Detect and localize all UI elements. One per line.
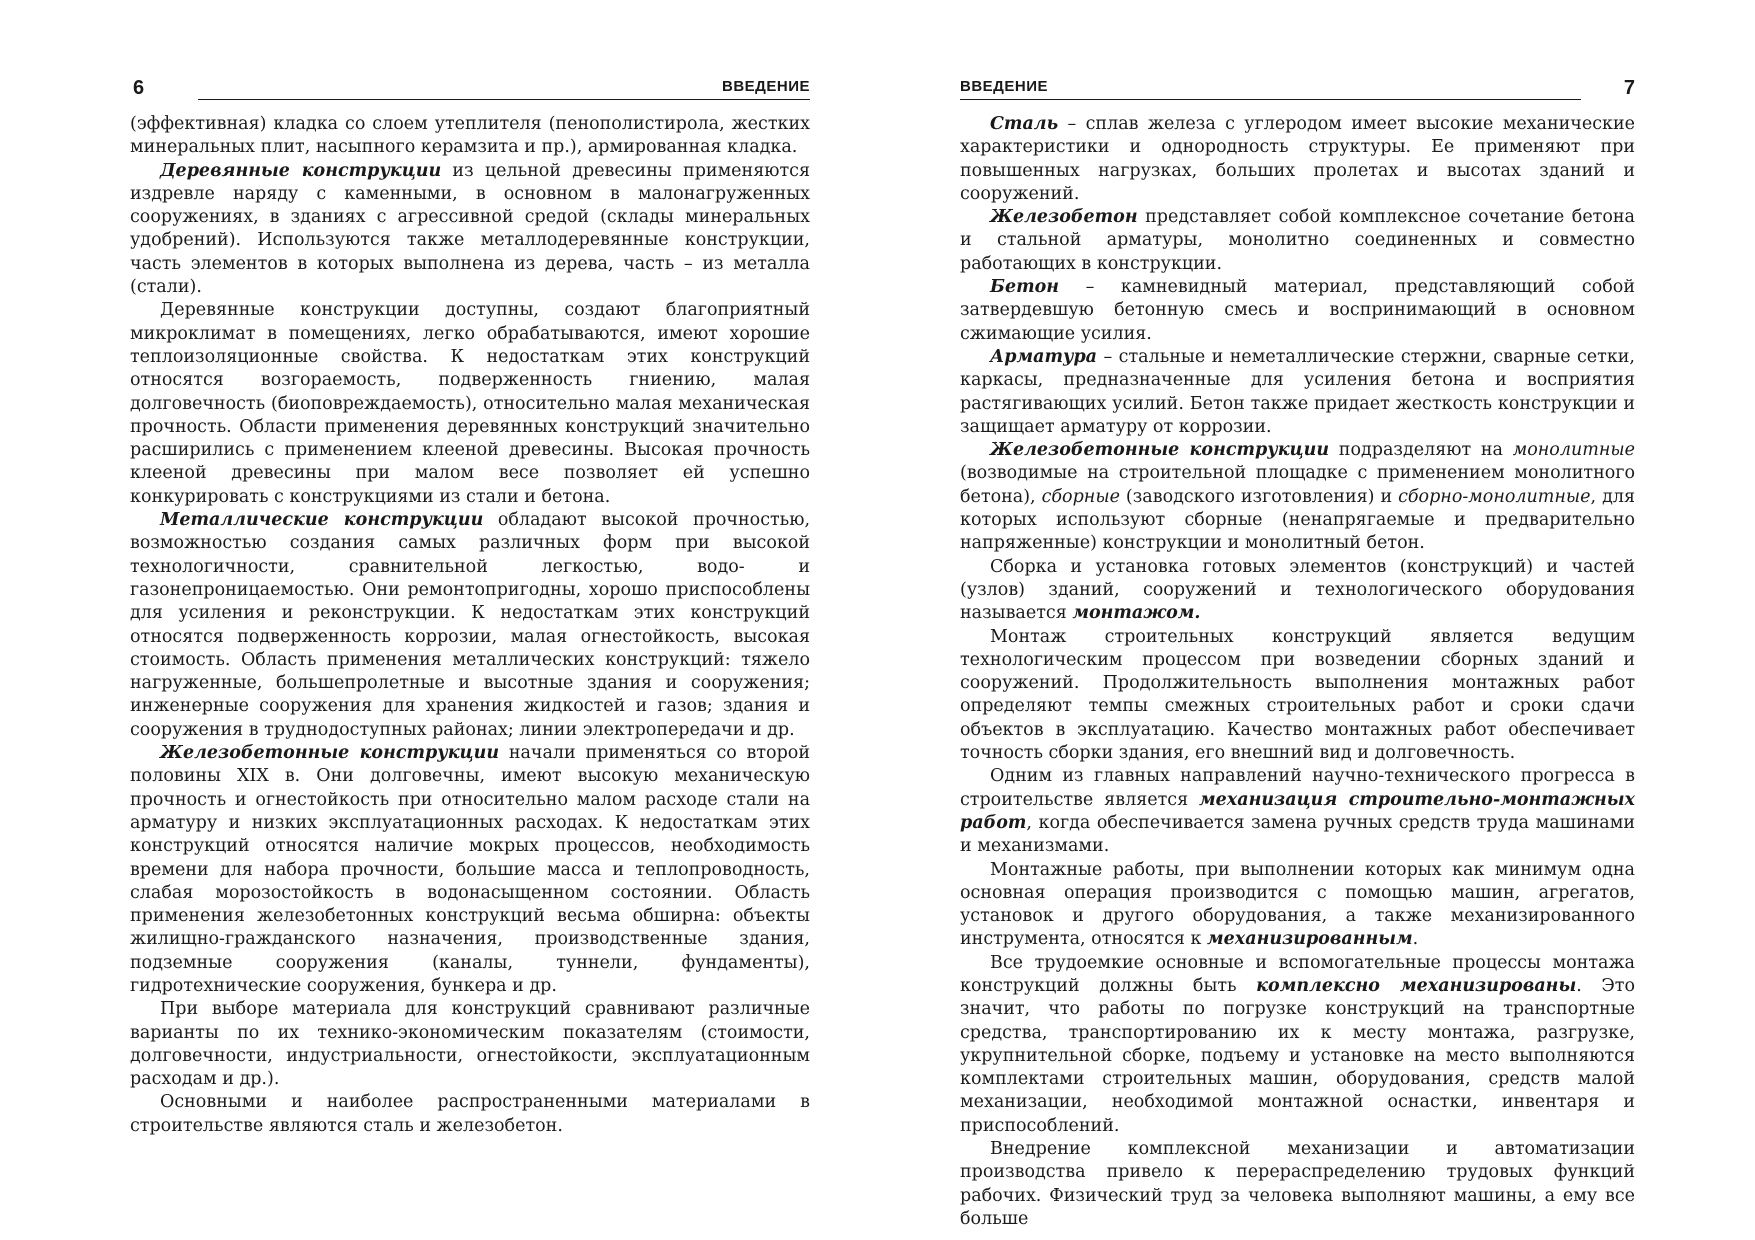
text-run: (заводского изготовления) и xyxy=(1119,486,1399,507)
page-body xyxy=(960,113,1635,1231)
text-run: Внедрение комплексной механизации и автоматизации производства привело к перераспределению трудовых функций рабочих. Физический труд за человека выполняют машины, а ему все больше xyxy=(960,1139,1635,1229)
text-run: . Это значит, что работы по погрузке конструкций на транспортные средства, транспортированию их к месту монтажа, разгрузке, укрупнительной сборке, подъему и установке на место выполняются комплектами строительных машин, оборудования, средств малой механизации, необходимой монтажной оснастки, инвентаря и приспособлений. xyxy=(960,975,1635,1136)
text-run: из цельной древесины применяются издревле наряду с каменными, в основном в малонагруженных сооружениях, в зданиях с агрессивной средой (склады минеральных удобрений). Используются также металлодеревянные конструкции, часть элементов в которых выполнена из дерева, часть – из металла (стали). xyxy=(130,160,811,298)
running-head-title: ВВЕДЕНИЕ xyxy=(960,78,1048,95)
paragraph xyxy=(960,113,1635,206)
paragraph xyxy=(960,276,1635,346)
page-body xyxy=(130,113,810,1138)
term-emphasis: механизация строительно-монтажных работ xyxy=(960,789,1635,833)
header-rule xyxy=(960,99,1581,100)
italic-text: сборные xyxy=(1041,486,1120,507)
text-run: , для которых используют сборные (ненапрягаемые и предварительно напряженные) конструкции и монолитный бетон. xyxy=(960,486,1635,554)
paragraph xyxy=(130,509,810,742)
text-run: При выборе материала для конструкций сравнивают различные варианты по их технико-экономическим показателям (стоимости, долговечности, индустриальности, огнестойкости, эксплуатационным расходам и др.). xyxy=(130,999,810,1090)
paragraph xyxy=(960,626,1635,766)
term-emphasis: монтажом. xyxy=(1072,603,1201,624)
paragraph xyxy=(130,998,810,1091)
text-run: – камневидный материал, представляющий собой затвердевшую бетонную смесь и воспринимающий в основном сжимающие усилия. xyxy=(960,277,1635,344)
paragraph xyxy=(960,859,1635,952)
paragraph xyxy=(130,742,810,998)
text-run: – стальные и неметаллические стержни, сварные сетки, каркасы, предназначенные для усиления бетона и восприятия растягивающих усилий. Бетон также придает жесткость конструкции и защищает арматуру от коррозии. xyxy=(960,346,1635,437)
header-rule xyxy=(198,99,810,100)
text-run: (эффективная) кладка со слоем утеплителя (пенополистирола, жестких минеральных плит, насыпного керамзита и пр.), армированная кладка. xyxy=(130,114,810,158)
text-run: (возводимые на строительной площадке с применением монолитного бетона), xyxy=(960,463,1635,507)
page-number: 6 xyxy=(133,77,145,99)
text-run: Сборка и установка готовых элементов (конструкций) и частей (узлов) зданий, сооружений и технологического оборудования называется xyxy=(960,556,1635,624)
term-emphasis: комплексно механизированы xyxy=(1256,975,1577,996)
text-run: – сплав железа с углеродом имеет высокие механические характеристики и однородность структуры. Ее применяют при повышенных нагрузках, больших пролетах и высотах зданий и сооружений. xyxy=(960,114,1635,204)
running-head xyxy=(960,76,1635,102)
italic-text: монолитные xyxy=(1512,440,1635,461)
text-run: Все трудоемкие основные и вспомогательные процессы монтажа конструкций должны быть xyxy=(960,952,1635,996)
paragraph xyxy=(130,299,810,509)
text-run: представляет собой комплексное сочетание бетона и стальной арматуры, монолитно соединенных и совместно работающих в конструкции. xyxy=(960,207,1635,274)
text-run: Монтажные работы, при выполнении которых как минимум одна основная операция производится с помощью машин, агрегатов, установок и другого оборудования, а также механизированного инструмента, относятся к xyxy=(960,859,1635,950)
paragraph xyxy=(960,439,1635,555)
term-emphasis: Железобетонные конструкции xyxy=(990,440,1330,461)
paragraph xyxy=(960,1138,1635,1231)
running-head-title: ВВЕДЕНИЕ xyxy=(722,78,810,95)
text-run: обладают высокой прочностью, возможностью создания самых различных форм при высокой технологичности, сравнительной легкостью, водо- и газонепроницаемостью. Они ремонтопригодны, хорошо приспособлены для усиления и реконструкции. К недостаткам этих конструкций относятся подверженность коррозии, малая огнестойкость, высокая стоимость. Область применения металлических конструкций: тяжело нагруженные, большепролетные и высотные здания и сооружения; инженерные сооружения для хранения жидкостей и газов; здания и сооружения в труднодоступных районах; линии электропередачи и др. xyxy=(130,510,811,740)
text-run: Одним из главных направлений научно-технического прогресса в строительстве является xyxy=(960,766,1635,810)
term-emphasis: Деревянные конструкции xyxy=(160,160,442,181)
page-number: 7 xyxy=(1623,77,1635,99)
paragraph xyxy=(960,952,1635,1138)
paragraph xyxy=(960,765,1635,858)
paragraph xyxy=(130,1091,810,1138)
term-emphasis: Железобетонные конструкции xyxy=(160,743,500,764)
text-run: начали применяться со второй половины XIX в. Они долговечны, имеют высокую механическую прочность и огнестойкость при относительно малом расходе стали на арматуру и низких эксплуатационных расходах. К недостаткам этих конструкций относятся наличие мокрых процессов, необходимость времени для набора прочности, большие масса и теплопроводность, слабая морозостойкость в водонасыщенном состоянии. Область применения железобетонных конструкций весьма обширна: объекты жилищно-гражданского назначения, производственные здания, подземные сооружения (каналы, туннели, фундаменты), гидротехнические сооружения, бункера и др. xyxy=(130,743,810,996)
running-head xyxy=(130,76,810,102)
paragraph xyxy=(130,113,810,160)
term-emphasis: Сталь xyxy=(990,114,1059,134)
left-page xyxy=(130,0,810,1240)
text-run: подразделяют на xyxy=(1329,440,1513,461)
paragraph xyxy=(960,206,1635,276)
paragraph xyxy=(130,160,810,300)
paragraph xyxy=(960,346,1635,439)
text-run: , когда обеспечивается замена ручных средств труда машинами и механизмами. xyxy=(960,812,1635,857)
term-emphasis: Металлические конструкции xyxy=(160,510,484,531)
italic-text: сборно-монолитные xyxy=(1398,486,1591,507)
term-emphasis: Бетон xyxy=(990,277,1060,298)
text-run: Основными и наиболее распространенными материалами в строительстве являются сталь и железобетон. xyxy=(130,1092,810,1136)
right-page xyxy=(960,0,1635,1240)
text-run: . xyxy=(1412,929,1419,950)
text-run: Монтаж строительных конструкций является ведущим технологическим процессом при возведении сборных зданий и сооружений. Продолжительность выполнения монтажных работ определяют темпы смежных строительных работ и сроки сдачи объектов в эксплуатацию. Качество монтажных работ обеспечивает точность сборки здания, его внешний вид и долговечность. xyxy=(960,626,1635,764)
term-emphasis: Арматура xyxy=(990,346,1098,367)
term-emphasis: Железобетон xyxy=(990,207,1138,228)
paragraph xyxy=(960,556,1635,626)
term-emphasis: механизированным xyxy=(1207,929,1413,950)
text-run: Деревянные конструкции доступны, создают благоприятный микроклимат в помещениях, легко обрабатываются, имеют хорошие теплоизоляционные свойства. К недостаткам этих конструкций относятся возгораемость, подверженность гниению, малая долговечность (биоповреждаемость), относительно малая механическая прочность. Области применения деревянных конструкций значительно расширились с применением клееной древесины. Высокая прочность клееной древесины при малом весе позволяет ей успешно конкурировать с конструкциями из стали и бетона. xyxy=(130,300,810,507)
